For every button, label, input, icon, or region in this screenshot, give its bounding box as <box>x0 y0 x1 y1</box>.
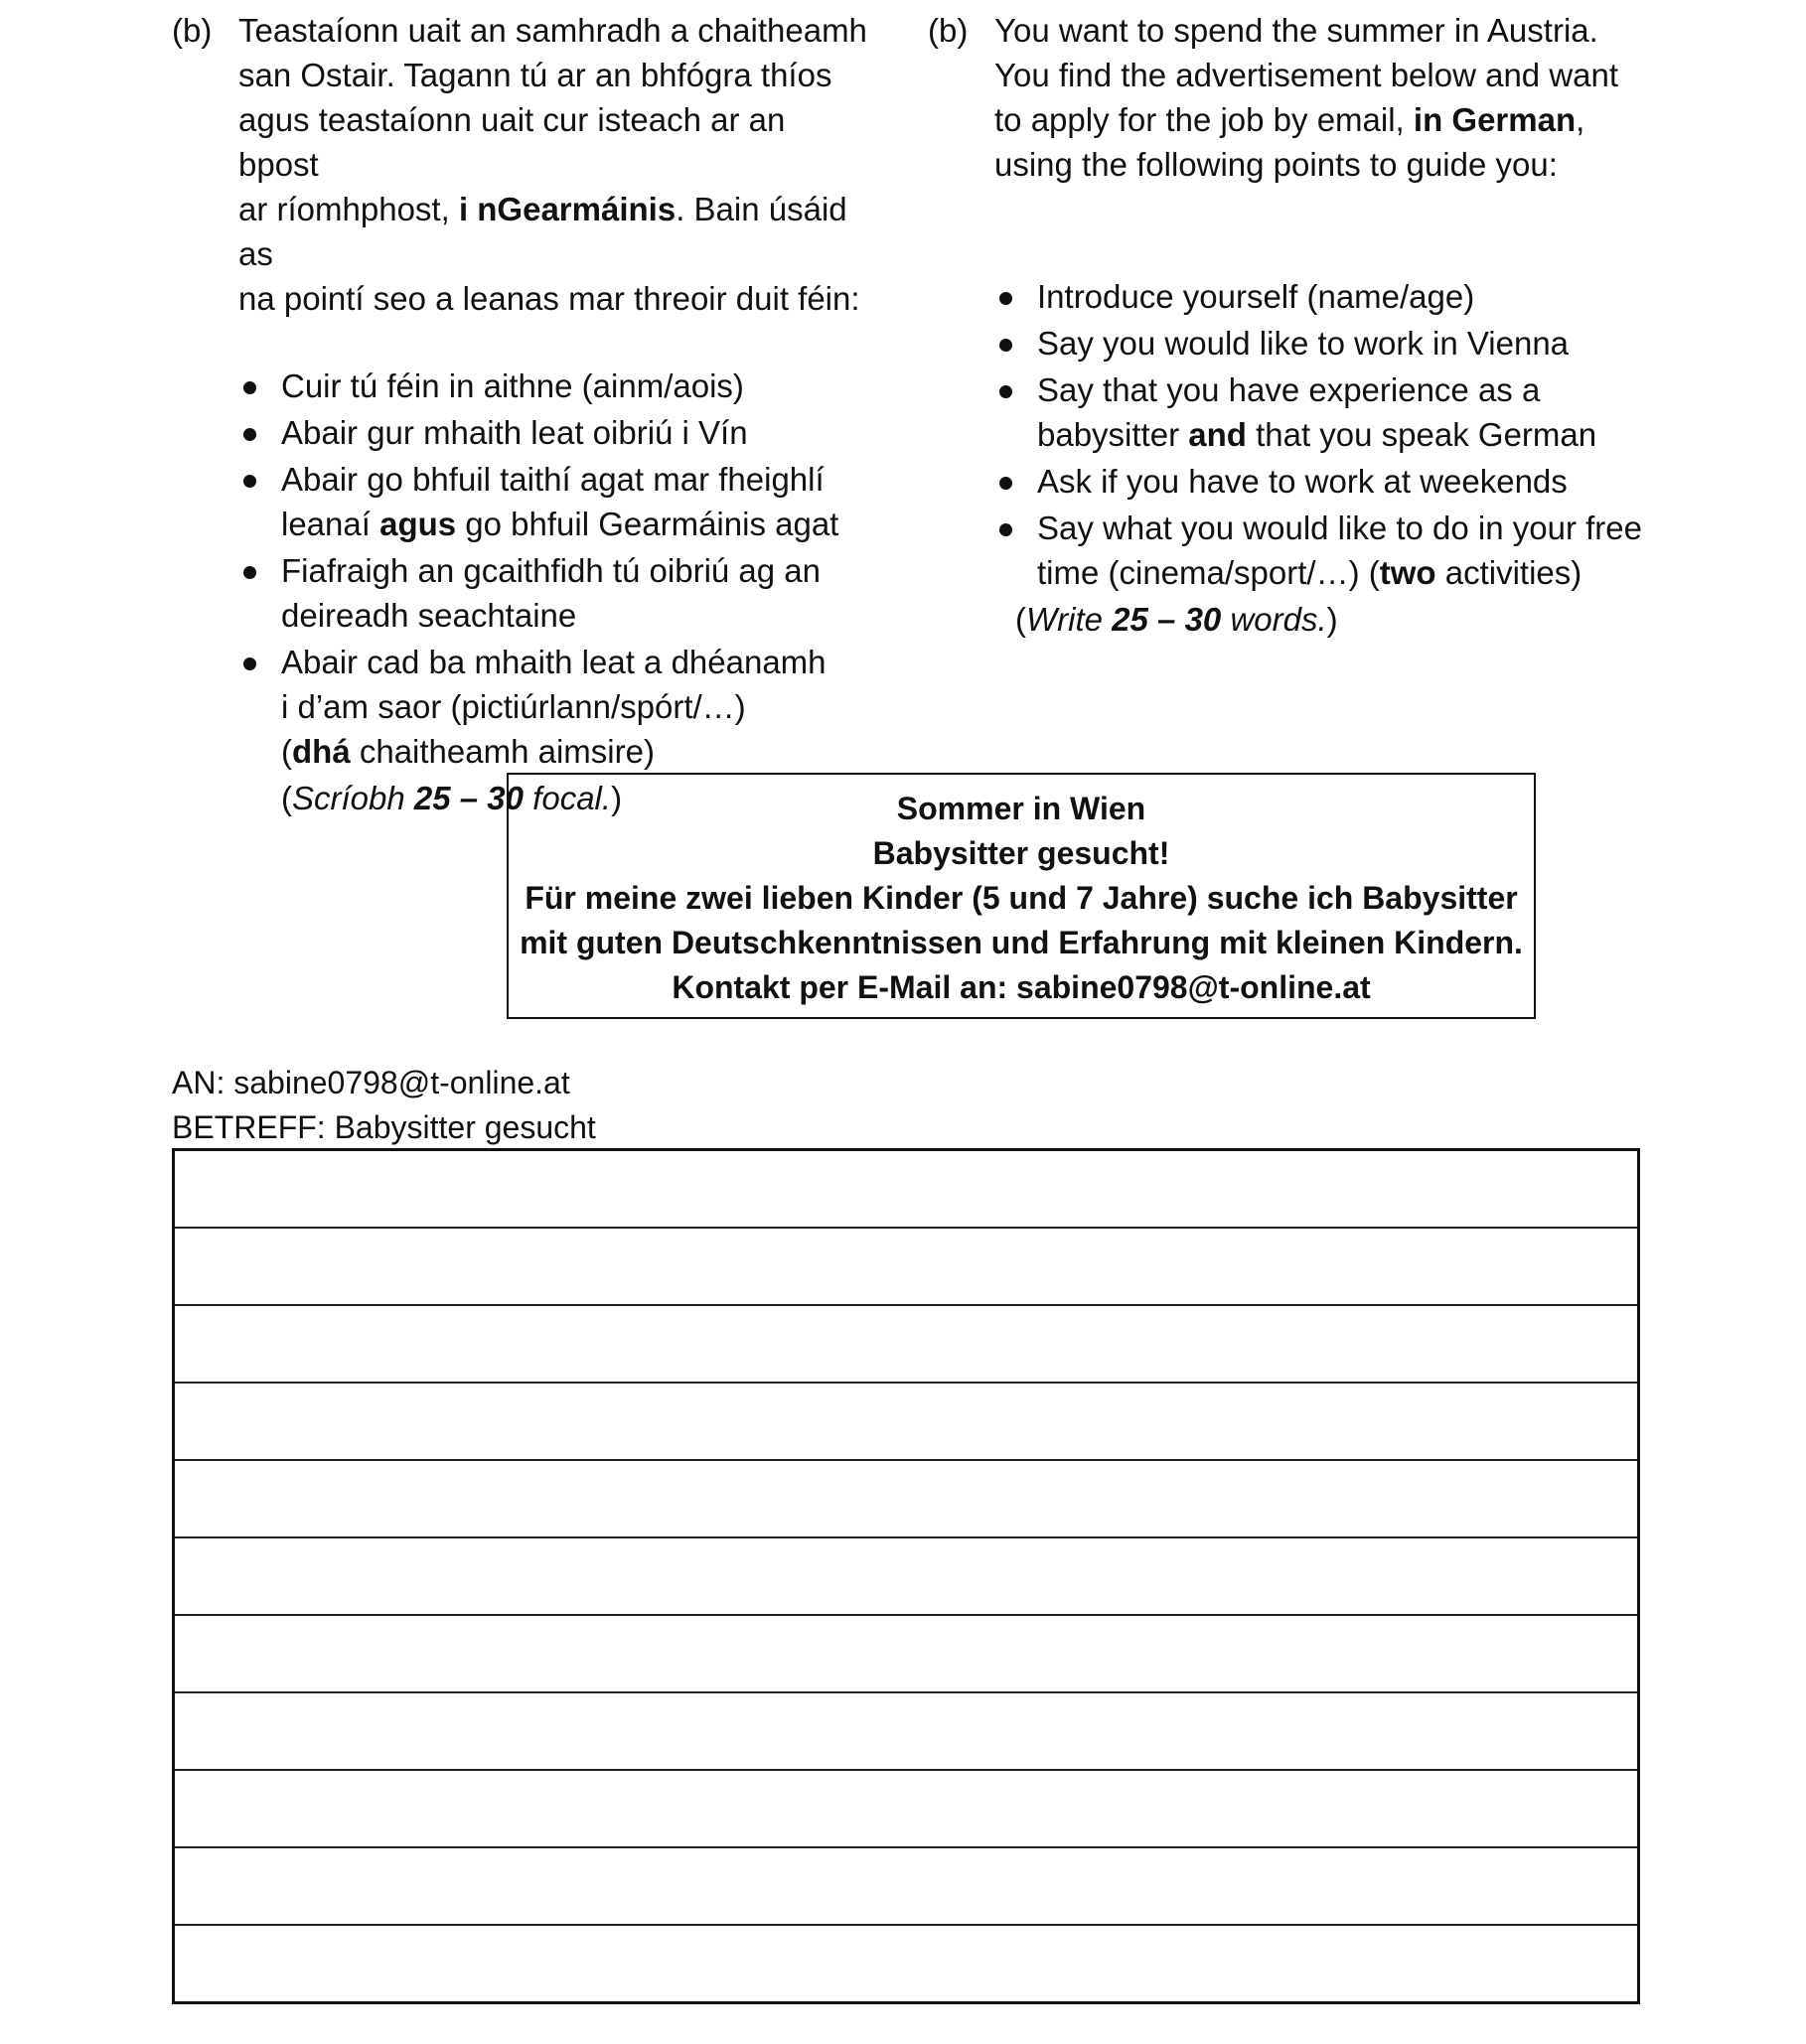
advert-contact: Kontakt per E-Mail an: sabine0798@t-online.at <box>672 969 1371 1005</box>
list-item: Cuir tú féin in aithne (ainm/aois) <box>238 364 867 408</box>
irish-instructions <box>172 8 867 820</box>
bullet-icon <box>243 428 256 441</box>
list-item: Introduce yourself (name/age) <box>994 274 1683 319</box>
bullet-icon <box>999 339 1012 352</box>
english-bullet-list <box>928 274 1683 595</box>
answer-line[interactable] <box>175 1926 1637 2003</box>
answer-line[interactable] <box>175 1771 1637 1848</box>
answer-box[interactable] <box>172 1148 1640 2004</box>
list-item: Ask if you have to work at weekends <box>994 459 1683 504</box>
bullet-icon <box>243 381 256 394</box>
bullet-icon <box>243 475 256 488</box>
answer-line[interactable] <box>175 1229 1637 1306</box>
word-count-note: (Scríobh 25 – 30 focal.) <box>281 780 623 816</box>
advert-subtitle: Babysitter gesucht! <box>872 835 1170 871</box>
answer-line[interactable] <box>175 1306 1637 1384</box>
bullet-icon <box>999 523 1012 536</box>
bullet-icon <box>243 657 256 670</box>
question-label: (b) <box>928 12 969 49</box>
advert-text: mit guten Deutschkenntnissen und Erfahrung mit kleinen Kindern. <box>520 925 1523 960</box>
list-item: Say what you would like to do in your free time (cinema/sport/…) (two activities) <box>994 506 1683 595</box>
list-item: Fiafraigh an gcaithfidh tú oibriú ag an deireadh seachtaine <box>238 548 867 638</box>
irish-bullet-list <box>172 364 867 774</box>
answer-line[interactable] <box>175 1538 1637 1616</box>
bullet-icon <box>999 477 1012 490</box>
bullet-icon <box>243 566 256 579</box>
irish-question <box>172 8 867 321</box>
bullet-icon <box>999 385 1012 398</box>
answer-line[interactable] <box>175 1848 1637 1926</box>
bullet-icon <box>999 292 1012 305</box>
email-subject: BETREFF: Babysitter gesucht <box>172 1109 596 1145</box>
list-item: Say you would like to work in Vienna <box>994 321 1683 365</box>
english-instructions <box>928 8 1683 642</box>
answer-line[interactable] <box>175 1461 1637 1538</box>
advertisement-box <box>507 773 1536 1019</box>
list-item: Abair cad ba mhaith leat a dhéanamh i d’am saor (pictiúrlann/spórt/…) (dhá chaitheamh aimsire) <box>238 640 867 774</box>
english-question <box>928 8 1683 231</box>
advert-text: Für meine zwei lieben Kinder (5 und 7 Jahre) suche ich Babysitter <box>525 880 1518 916</box>
advert-title: Sommer in Wien <box>896 791 1146 826</box>
answer-line[interactable] <box>175 1384 1637 1461</box>
answer-line[interactable] <box>175 1693 1637 1771</box>
answer-line[interactable] <box>175 1151 1637 1229</box>
email-header <box>172 1061 596 1150</box>
answer-line[interactable] <box>175 1616 1637 1693</box>
irish-intro: Teastaíonn uait an samhradh a chaitheamh san Ostair. Tagann tú ar an bhfógra thíos agus teastaíonn uait cur isteach ar an bpost ar ríomhphost, i nGearmáinis. Bain úsáid as na pointí seo a leanas mar threoir duit féin: <box>238 12 867 317</box>
list-item: Abair gur mhaith leat oibriú i Vín <box>238 410 867 455</box>
question-label: (b) <box>172 12 213 49</box>
list-item: Abair go bhfuil taithí agat mar fheighlí leanaí agus go bhfuil Gearmáinis agat <box>238 457 867 546</box>
email-to: AN: sabine0798@t-online.at <box>172 1065 570 1100</box>
word-count-note: (Write 25 – 30 words.) <box>1015 601 1338 638</box>
english-intro: You want to spend the summer in Austria. You find the advertisement below and want to apply for the job by email, in German, using the following points to guide you: <box>994 12 1619 183</box>
list-item: Say that you have experience as a babysitter and that you speak German <box>994 367 1683 457</box>
